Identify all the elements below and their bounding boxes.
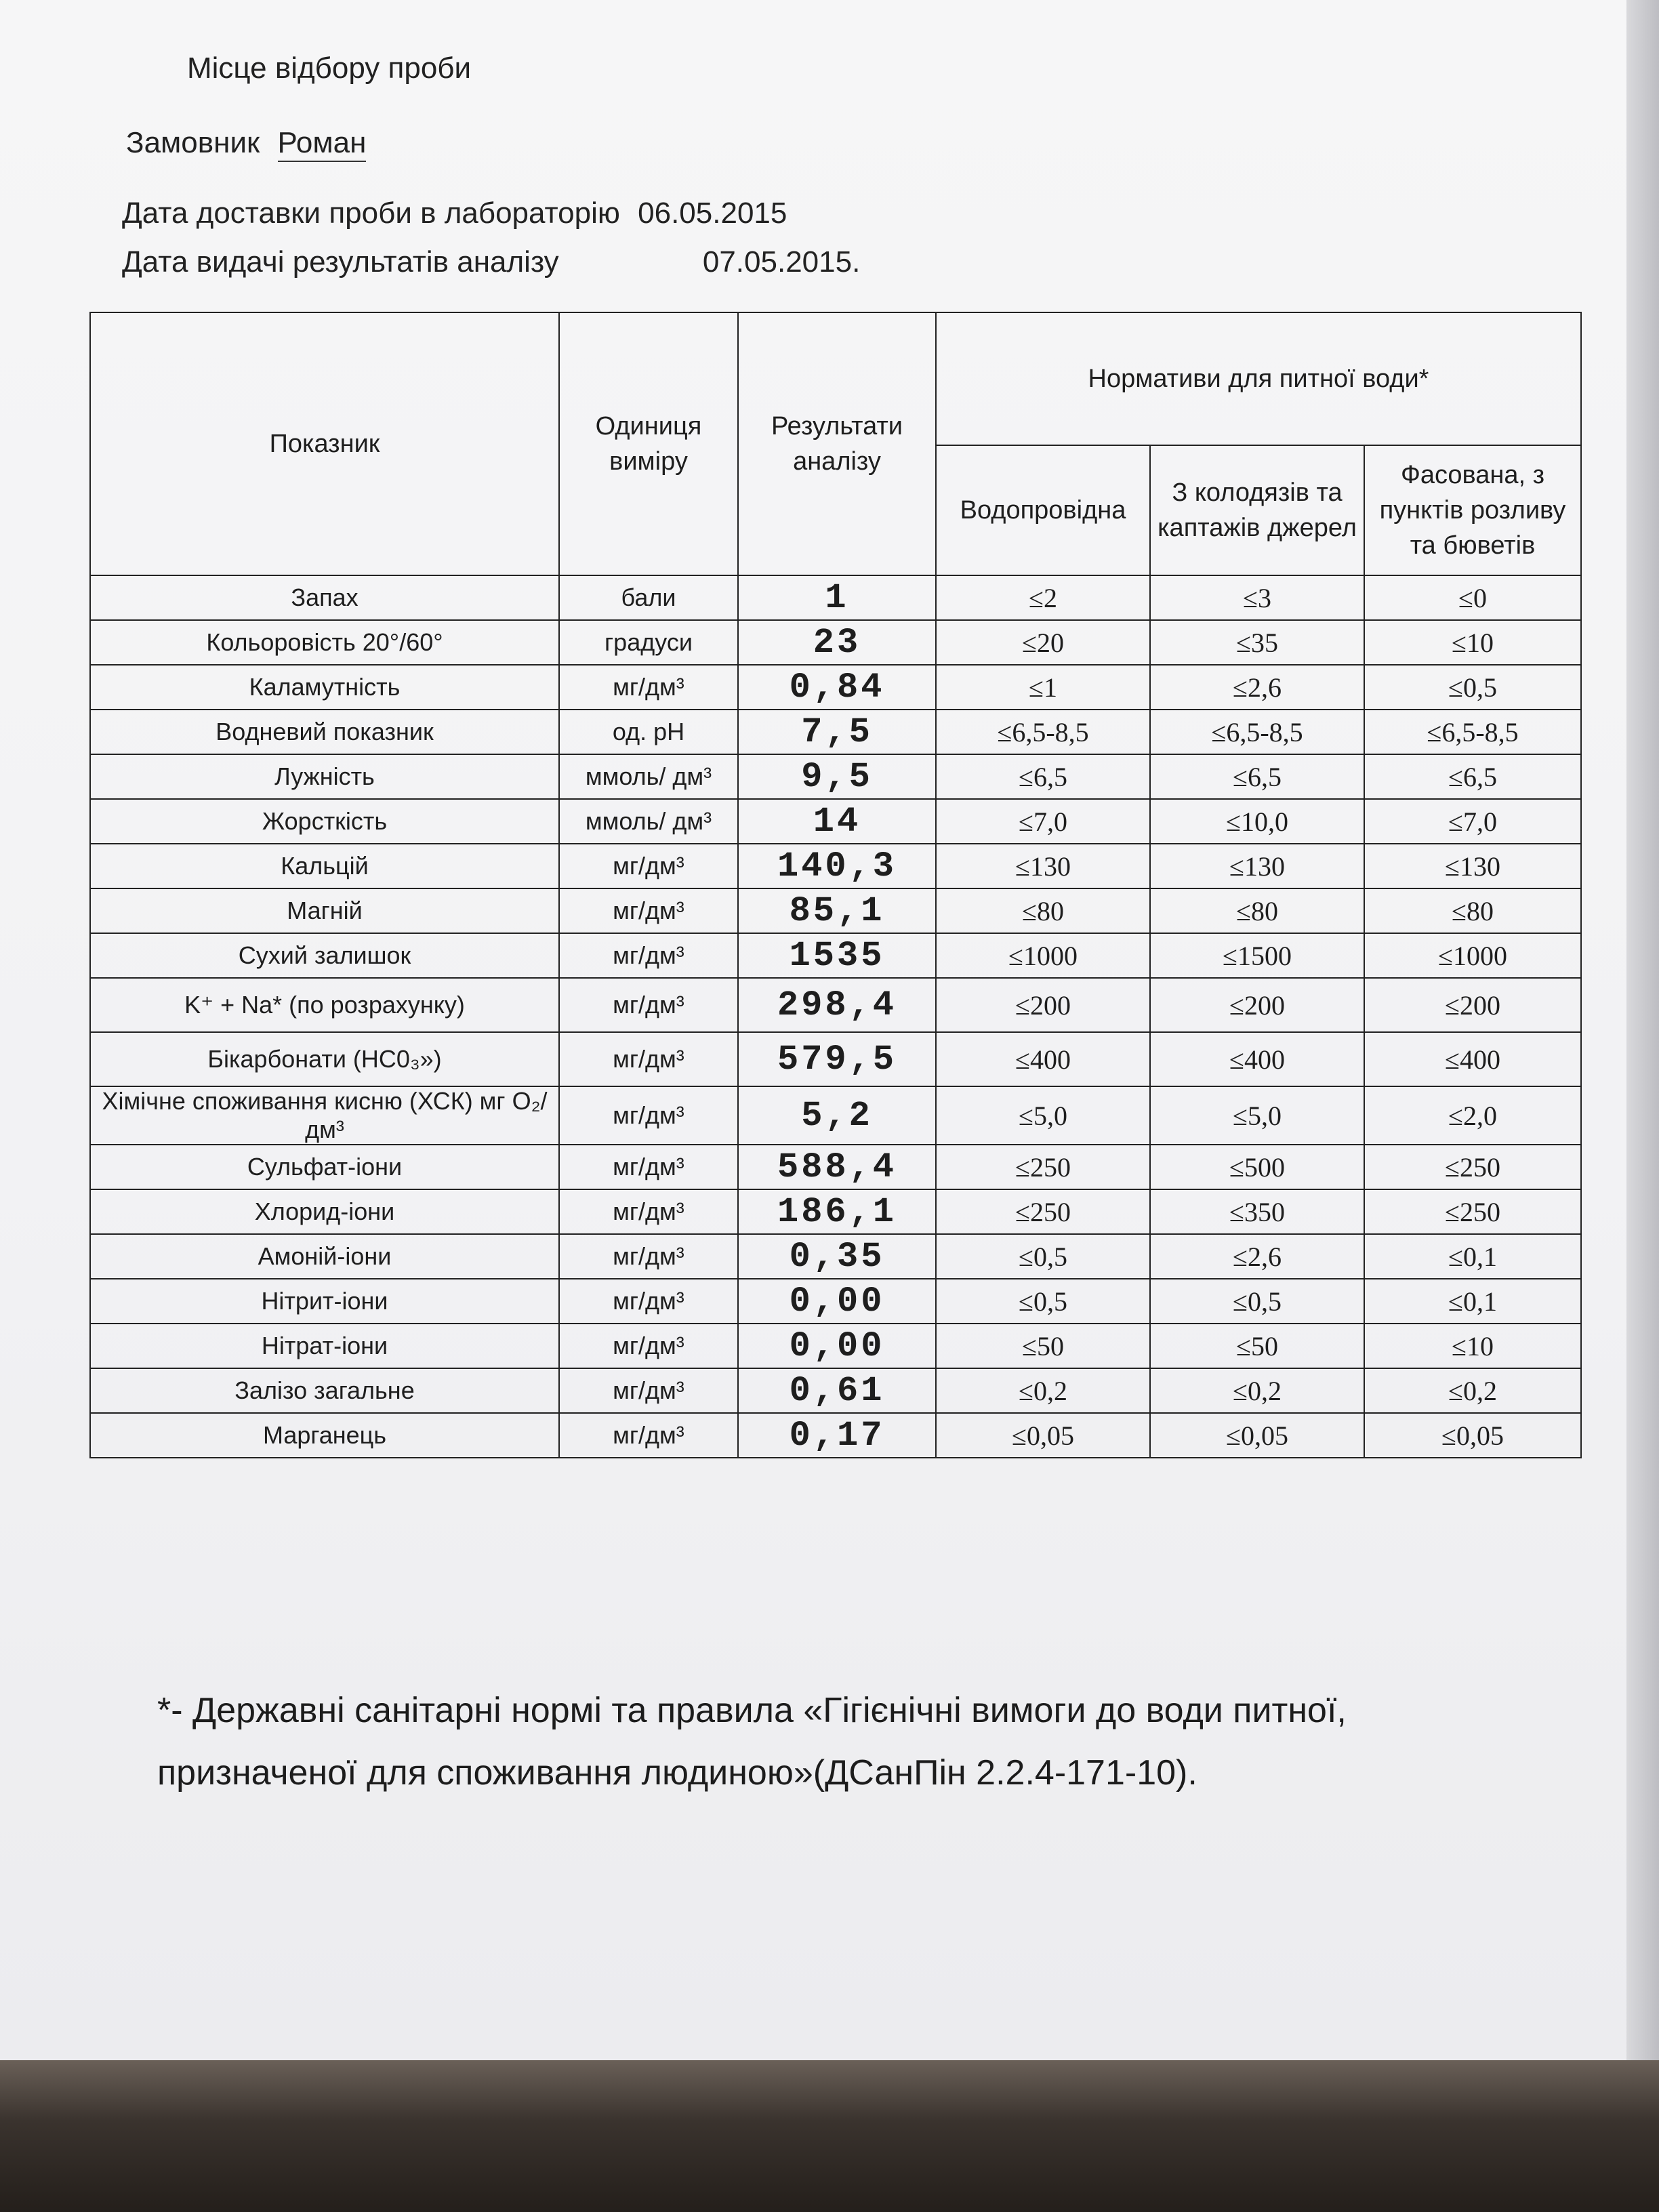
norm-wells-cell: ≤0,5 (1150, 1279, 1364, 1324)
table-row (90, 1145, 1581, 1189)
result-cell: 7,5 (738, 710, 936, 754)
col-indicator-header: Показник (90, 312, 559, 575)
unit-cell: мг/дм³ (559, 1032, 738, 1086)
norm-packaged-cell: ≤2,0 (1364, 1086, 1581, 1145)
norm-tap-cell: ≤250 (936, 1145, 1150, 1189)
unit-cell: мг/дм³ (559, 1279, 738, 1324)
footnote-line-1: *- Державні санітарні нормі та правила «Гігієнічні вимоги до води питної, (157, 1691, 1347, 1730)
result-cell: 0,17 (738, 1413, 936, 1458)
result-cell: 1535 (738, 933, 936, 978)
norm-wells-cell: ≤2,6 (1150, 665, 1364, 710)
unit-cell: мг/дм³ (559, 1413, 738, 1458)
result-cell: 5,2 (738, 1086, 936, 1145)
table-row (90, 1189, 1581, 1234)
result-cell: 0,35 (738, 1234, 936, 1279)
customer-label: Замовник (126, 126, 260, 159)
unit-cell: градуси (559, 620, 738, 665)
norm-packaged-cell: ≤1000 (1364, 933, 1581, 978)
indicator-cell: Залізо загальне (90, 1368, 559, 1413)
indicator-cell: Хімічне споживання кисню (ХСК) мг O₂/дм³ (90, 1086, 559, 1145)
indicator-cell: Нітрит-іони (90, 1279, 559, 1324)
norm-packaged-cell: ≤0 (1364, 575, 1581, 620)
norm-packaged-cell: ≤250 (1364, 1145, 1581, 1189)
unit-cell: мг/дм³ (559, 978, 738, 1032)
result-cell: 0,00 (738, 1279, 936, 1324)
indicator-cell: Водневий показник (90, 710, 559, 754)
delivery-date-line (122, 197, 787, 230)
norm-tap-cell: ≤200 (936, 978, 1150, 1032)
indicator-cell: Бікарбонати (HC0₃») (90, 1032, 559, 1086)
norm-wells-cell: ≤1500 (1150, 933, 1364, 978)
col-packaged-header: Фасована, з пунктів розливу та бюветів (1364, 445, 1581, 575)
table-row (90, 1032, 1581, 1086)
unit-cell: мг/дм³ (559, 933, 738, 978)
result-cell: 0,61 (738, 1368, 936, 1413)
analysis-results-table (89, 312, 1582, 1458)
footnote (157, 1679, 1553, 1804)
unit-cell: мг/дм³ (559, 1086, 738, 1145)
table-row (90, 754, 1581, 799)
norm-tap-cell: ≤0,5 (936, 1234, 1150, 1279)
table-row (90, 933, 1581, 978)
table-row (90, 1086, 1581, 1145)
norm-packaged-cell: ≤400 (1364, 1032, 1581, 1086)
norm-wells-cell: ≤200 (1150, 978, 1364, 1032)
unit-cell: мг/дм³ (559, 1189, 738, 1234)
indicator-cell: Магній (90, 888, 559, 933)
unit-cell: мг/дм³ (559, 1145, 738, 1189)
norm-wells-cell: ≤6,5 (1150, 754, 1364, 799)
norm-wells-cell: ≤130 (1150, 844, 1364, 888)
unit-cell: ммоль/ дм³ (559, 754, 738, 799)
norm-tap-cell: ≤7,0 (936, 799, 1150, 844)
norm-tap-cell: ≤50 (936, 1324, 1150, 1368)
footnote-line-2: призначеної для споживання людиною»(ДСанПін 2.2.4-171-10). (157, 1753, 1197, 1793)
norm-wells-cell: ≤10,0 (1150, 799, 1364, 844)
indicator-cell: Нітрат-іони (90, 1324, 559, 1368)
indicator-cell: Кольоровість 20°/60° (90, 620, 559, 665)
paper-right-edge (1626, 0, 1659, 2060)
issue-label: Дата видачі результатів аналізу (122, 245, 559, 279)
indicator-cell: Марганець (90, 1413, 559, 1458)
result-cell: 140,3 (738, 844, 936, 888)
norm-packaged-cell: ≤10 (1364, 620, 1581, 665)
delivery-label: Дата доставки проби в лабораторію (122, 197, 620, 230)
col-tap-header: Водопровідна (936, 445, 1150, 575)
norm-wells-cell: ≤80 (1150, 888, 1364, 933)
result-cell: 588,4 (738, 1145, 936, 1189)
indicator-cell: Сульфат-іони (90, 1145, 559, 1189)
norm-wells-cell: ≤500 (1150, 1145, 1364, 1189)
norm-tap-cell: ≤1000 (936, 933, 1150, 978)
result-cell: 298,4 (738, 978, 936, 1032)
norm-wells-cell: ≤35 (1150, 620, 1364, 665)
norm-wells-cell: ≤0,2 (1150, 1368, 1364, 1413)
norm-wells-cell: ≤5,0 (1150, 1086, 1364, 1145)
norm-packaged-cell: ≤0,1 (1364, 1234, 1581, 1279)
norm-tap-cell: ≤400 (936, 1032, 1150, 1086)
norm-wells-cell: ≤350 (1150, 1189, 1364, 1234)
norm-packaged-cell: ≤0,5 (1364, 665, 1581, 710)
norm-wells-cell: ≤6,5-8,5 (1150, 710, 1364, 754)
issue-date-line (122, 245, 860, 279)
norm-wells-cell: ≤3 (1150, 575, 1364, 620)
indicator-cell: Амоній-іони (90, 1234, 559, 1279)
norm-tap-cell: ≤1 (936, 665, 1150, 710)
unit-cell: мг/дм³ (559, 844, 738, 888)
table-row (90, 575, 1581, 620)
result-cell: 1 (738, 575, 936, 620)
indicator-cell: Сухий залишок (90, 933, 559, 978)
result-cell: 14 (738, 799, 936, 844)
norm-packaged-cell: ≤7,0 (1364, 799, 1581, 844)
norm-tap-cell: ≤5,0 (936, 1086, 1150, 1145)
delivery-date: 06.05.2015 (638, 197, 787, 230)
table-row (90, 799, 1581, 844)
col-result-header: Результати аналізу (738, 312, 936, 575)
indicator-cell: Кальцій (90, 844, 559, 888)
unit-cell: мг/дм³ (559, 1234, 738, 1279)
table-row (90, 1279, 1581, 1324)
table-row (90, 978, 1581, 1032)
norm-tap-cell: ≤80 (936, 888, 1150, 933)
table-row (90, 1368, 1581, 1413)
table-surface (0, 2060, 1659, 2212)
result-cell: 0,00 (738, 1324, 936, 1368)
unit-cell: мг/дм³ (559, 1324, 738, 1368)
norm-packaged-cell: ≤0,1 (1364, 1279, 1581, 1324)
norm-tap-cell: ≤130 (936, 844, 1150, 888)
table-row (90, 844, 1581, 888)
result-cell: 0,84 (738, 665, 936, 710)
norm-wells-cell: ≤50 (1150, 1324, 1364, 1368)
indicator-cell: Жорсткість (90, 799, 559, 844)
norm-packaged-cell: ≤10 (1364, 1324, 1581, 1368)
issue-date: 07.05.2015. (702, 245, 861, 279)
norm-packaged-cell: ≤200 (1364, 978, 1581, 1032)
table-row (90, 620, 1581, 665)
norm-tap-cell: ≤0,05 (936, 1413, 1150, 1458)
table-row (90, 665, 1581, 710)
col-unit-header: Одиниця виміру (559, 312, 738, 575)
norm-wells-cell: ≤0,05 (1150, 1413, 1364, 1458)
indicator-cell: K⁺ + Na* (по розрахунку) (90, 978, 559, 1032)
norm-packaged-cell: ≤6,5 (1364, 754, 1581, 799)
table-row (90, 710, 1581, 754)
indicator-cell: Хлорид-іони (90, 1189, 559, 1234)
customer-line (126, 126, 366, 160)
unit-cell: мг/дм³ (559, 1368, 738, 1413)
norm-tap-cell: ≤0,5 (936, 1279, 1150, 1324)
norm-tap-cell: ≤6,5-8,5 (936, 710, 1150, 754)
norm-packaged-cell: ≤0,05 (1364, 1413, 1581, 1458)
unit-cell: бали (559, 575, 738, 620)
norm-packaged-cell: ≤250 (1364, 1189, 1581, 1234)
norm-wells-cell: ≤2,6 (1150, 1234, 1364, 1279)
result-cell: 579,5 (738, 1032, 936, 1086)
customer-name: Роман (278, 126, 367, 162)
norm-packaged-cell: ≤130 (1364, 844, 1581, 888)
unit-cell: мг/дм³ (559, 665, 738, 710)
norms-title: Нормативи для питної води* (936, 312, 1581, 445)
norm-packaged-cell: ≤80 (1364, 888, 1581, 933)
table-row (90, 1234, 1581, 1279)
sampling-place-label: Місце відбору проби (187, 52, 472, 85)
indicator-cell: Каламутність (90, 665, 559, 710)
norm-tap-cell: ≤6,5 (936, 754, 1150, 799)
table-row (90, 1324, 1581, 1368)
norm-tap-cell: ≤20 (936, 620, 1150, 665)
norm-wells-cell: ≤400 (1150, 1032, 1364, 1086)
col-wells-header: З колодязів та каптажів джерел (1150, 445, 1364, 575)
norm-tap-cell: ≤250 (936, 1189, 1150, 1234)
result-cell: 9,5 (738, 754, 936, 799)
norm-tap-cell: ≤2 (936, 575, 1150, 620)
table-row (90, 1413, 1581, 1458)
sampling-place-line (187, 52, 471, 85)
norm-packaged-cell: ≤0,2 (1364, 1368, 1581, 1413)
unit-cell: мг/дм³ (559, 888, 738, 933)
indicator-cell: Лужність (90, 754, 559, 799)
unit-cell: од. pH (559, 710, 738, 754)
norm-packaged-cell: ≤6,5-8,5 (1364, 710, 1581, 754)
indicator-cell: Запах (90, 575, 559, 620)
unit-cell: ммоль/ дм³ (559, 799, 738, 844)
result-cell: 23 (738, 620, 936, 665)
norm-tap-cell: ≤0,2 (936, 1368, 1150, 1413)
result-cell: 85,1 (738, 888, 936, 933)
table-row (90, 888, 1581, 933)
result-cell: 186,1 (738, 1189, 936, 1234)
